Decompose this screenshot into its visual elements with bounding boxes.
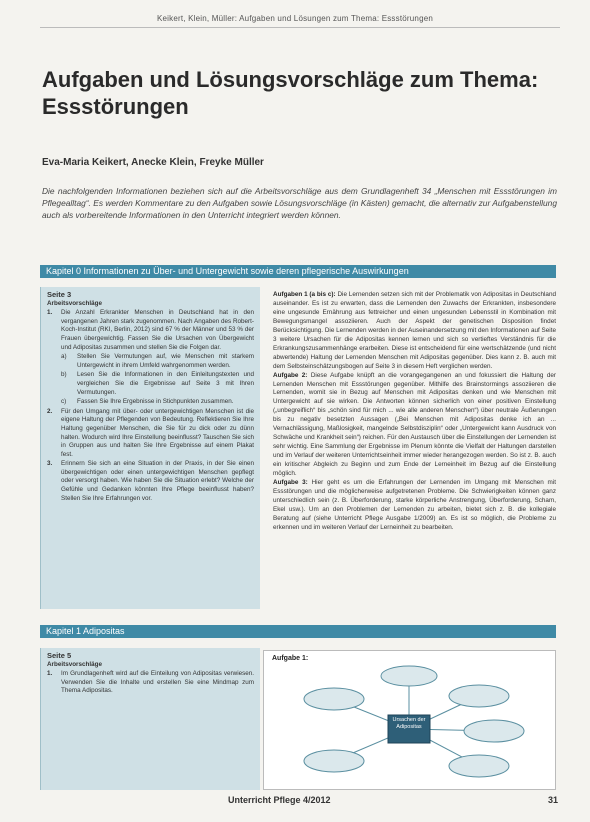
mindmap-center-label: Ursachen der Adipositas: [392, 717, 426, 730]
task-list: [47, 670, 254, 696]
section-band-kapitel-0: Kapitel 0 Informationen zu Über- und Untergewicht sowie deren pflegerische Auswirkungen: [40, 265, 556, 278]
commentary-text: Hier geht es um die Erfahrungen der Lernenden im Umgang mit Menschen mit Essstörungen und die möglicherweise aufgetretenen Probleme. Die Schwierigkeiten können ganz unterschiedlich sein (z. B. Überforderung, starke körperliche Anstrengung, Überforderung, Scham, Ekel usw.). Um an den Problemen der Lernenden zu arbeiten, bietet sich z. B. die kollegiale Beratung auf (siehe Unterricht Pflege Ausgabe 1/2009) an. Es ist so möglich, die Probleme zu erkennen und im weiteren Verlauf der Lerneinheit zu bearbeiten.: [273, 479, 557, 531]
task-number: 2.: [47, 407, 53, 415]
section-band-kapitel-1: Kapitel 1 Adipositas: [40, 625, 556, 638]
commentary-paragraph: [273, 291, 556, 372]
page-title: Aufgaben und Lösungsvorschläge zum Thema: Essstörungen: [42, 67, 539, 119]
figure-label: Aufgabe 1:: [272, 655, 309, 662]
task-item: [61, 371, 254, 397]
mindmap-figure: [263, 650, 556, 790]
authors: Eva-Maria Keikert, Anecke Klein, Freyke Müller: [42, 157, 264, 168]
mindmap-node: [381, 666, 437, 686]
commentary-lead: Aufgabe 3:: [273, 479, 308, 487]
intro-paragraph: Die nachfolgenden Informationen beziehen sich auf die Arbeitsvorschläge aus dem Grundlagenheft 34 „Menschen mit Essstörungen im Pflegealltag“. Es werden Kommentare zu den Aufgaben sowie Lösungsvorschläge (in Kästen) gemacht, die alternativ zur Aufgabenstellung auch als vorbereitende Informationen in den Unterricht integriert werden können.: [42, 186, 557, 220]
commentary-lead: Aufgaben 1 (a bis c):: [273, 291, 336, 298]
footer-page-number: 31: [548, 795, 559, 805]
mindmap-node: [449, 755, 509, 777]
task-text: Stellen Sie Vermutungen auf, wie Menschen mit starkem Untergewicht in ihrem Umfeld wahrgenommen werden.: [77, 353, 254, 369]
commentary-paragraph: [273, 372, 556, 479]
mindmap-node: [304, 688, 364, 710]
commentary-text: Diese Aufgabe knüpft an die vorangegangenen an und fokussiert die Haltung der Lernenden Menschen mit Essstörungen gegenüber. Mithilfe des Brainstormings assoziieren die Lernenden, womit sie in Bezug auf Menschen mit Adipositas denken und wie Menschen mit Untergewicht auf sie wirken. Die Antworten können sicherlich von einer positiven Einstellung („unbegreiflich“ bis „schön sind für mich ... wie alle anderen Menschen“) über neutrale Äußerungen bis zu negativ besetzten Aussagen („Bei Menschen mit Adipositas denke ich an ... Vernachlässigung, Maßlosigkeit, mangelnde Selbstdisziplin“ oder „Untergewicht kann Ausdruck von Schwäche und Krankheit sein“) reichen. Für den Austausch über die Einstellungen der Lernenden ist sehr wichtig. Eine Sammlung der Ergebnisse im Plenum könnte die Vielfalt der Haltungen darstellen und im Verlauf der weiteren Unterrichtseinheit immer wieder herangezogen werden. So ist z. B. auch ein kritischer Abgleich zu Beginn und zum Ende der Lerneinheit im Bezug auf die Einstellung möglich.: [273, 371, 556, 478]
task-number: 1.: [47, 309, 53, 317]
task-text: Erinnern Sie sich an eine Situation in der Praxis, in der Sie einen übergewichtigen oder einen untergewichtigen Menschen gepflegt oder versorgt haben. Wie haben Sie die Situation erlebt? Welche der Gefühle und Gedanken könnten Ihre Pflege beeinflusst haben? Stellen Sie Ihre Erfahrungen vor.: [61, 460, 254, 502]
mindmap-node: [464, 720, 524, 742]
task-number: 3.: [47, 460, 53, 468]
task-box-seite-5: [40, 648, 260, 790]
task-item: [61, 353, 254, 370]
task-text: Die Anzahl Erkrankter Menschen in Deutschland hat in den vergangenen Jahren stark zugenommen. Nach Angaben des Robert-Koch-Institut (RKI, Berlin, 2012) sind 67 % der Männer und 53 % der Frauen übergewichtig. Fassen Sie die Ursachen von Übergewicht und Adipositas zusammen und stellen Sie die Folgen dar.: [61, 309, 254, 351]
box-label: Arbeitsvorschläge: [47, 299, 102, 307]
box-page-ref: Seite 5: [47, 651, 72, 660]
task-box-seite-3: [40, 287, 260, 609]
task-list: [47, 309, 254, 503]
commentary-paragraph: [273, 479, 556, 533]
task-item: [47, 408, 254, 460]
task-text: Lesen Sie die Informationen in den Einleitungstexten und vergleichen Sie die Ergebnisse auf Seite 3 mit Ihren Vermutungen.: [77, 371, 254, 396]
task-item: [47, 460, 254, 503]
task-number: a): [61, 353, 67, 361]
task-text: Für den Umgang mit über- oder untergewichtigen Menschen ist die eigene Haltung der Pflegenden von Bedeutung. Reflektieren Sie Ihre Haltung gegenüber Menschen, die Sie für zu dick oder zu dünn halten. Wodurch wird Ihre Einstellung beeinflusst? Tauschen Sie sich in Gruppen aus und halten Sie Ihre Ergebnisse auf einem Plakat fest.: [61, 407, 254, 458]
mindmap-node: [449, 685, 509, 707]
task-number: c): [61, 398, 67, 406]
task-number: 1.: [47, 670, 53, 678]
header-rule: [40, 27, 560, 28]
commentary-column: [273, 291, 556, 533]
mindmap-diagram: [264, 651, 555, 789]
footer-journal: Unterricht Pflege 4/2012: [228, 795, 331, 805]
task-text: Fassen Sie Ihre Ergebnisse in Stichpunkten zusammen.: [77, 398, 234, 406]
running-head: Keikert, Klein, Müller: Aufgaben und Lösungen zum Thema: Essstörungen: [156, 14, 434, 23]
commentary-lead: Aufgabe 2:: [273, 371, 308, 379]
task-item: [47, 309, 254, 352]
task-text: Im Grundlagenheft wird auf die Einteilung von Adipositas verwiesen. Verwenden Sie die Inhalte und erstellen Sie eine Mindmap zum Thema Adipositas.: [61, 670, 254, 695]
task-item: [47, 670, 254, 696]
task-item: [61, 398, 254, 407]
box-label: Arbeitsvorschläge: [47, 660, 102, 668]
box-page-ref: Seite 3: [47, 290, 72, 299]
commentary-text: Die Lernenden setzen sich mit der Problematik von Adipositas in Deutschland auseinander. Es ist zu erwarten, dass die Lernenden den Zuwachs der Erkrankten, insbesondere eine ungesunde Ernährung aus fettreicher und einen ungesunden Lebensstil in Kombination mit Bewegungsmangel assoziieren. Auch der Aspekt der genetischen Disposition findet Berücksichtigung. Die Lernenden werden in der Auseinandersetzung mit den Informationen auf Seite 3 weitere Ursachen für die Adipositas kennen lernen und sich so vertieftes Verständnis für die Erkrankungszusammenhänge erarbeiten. Diese ist entscheidend für eine wertschätzende (und nicht abwertende) Haltung der Lernenden Menschen mit Adipositas gegenüber. Dies kann z. B. auch mit dem Selbsteinschätzungsbogen auf Seite 3 in diesem Heft verglichen werden.: [273, 291, 557, 370]
task-number: b): [61, 371, 67, 379]
mindmap-node: [304, 750, 364, 772]
